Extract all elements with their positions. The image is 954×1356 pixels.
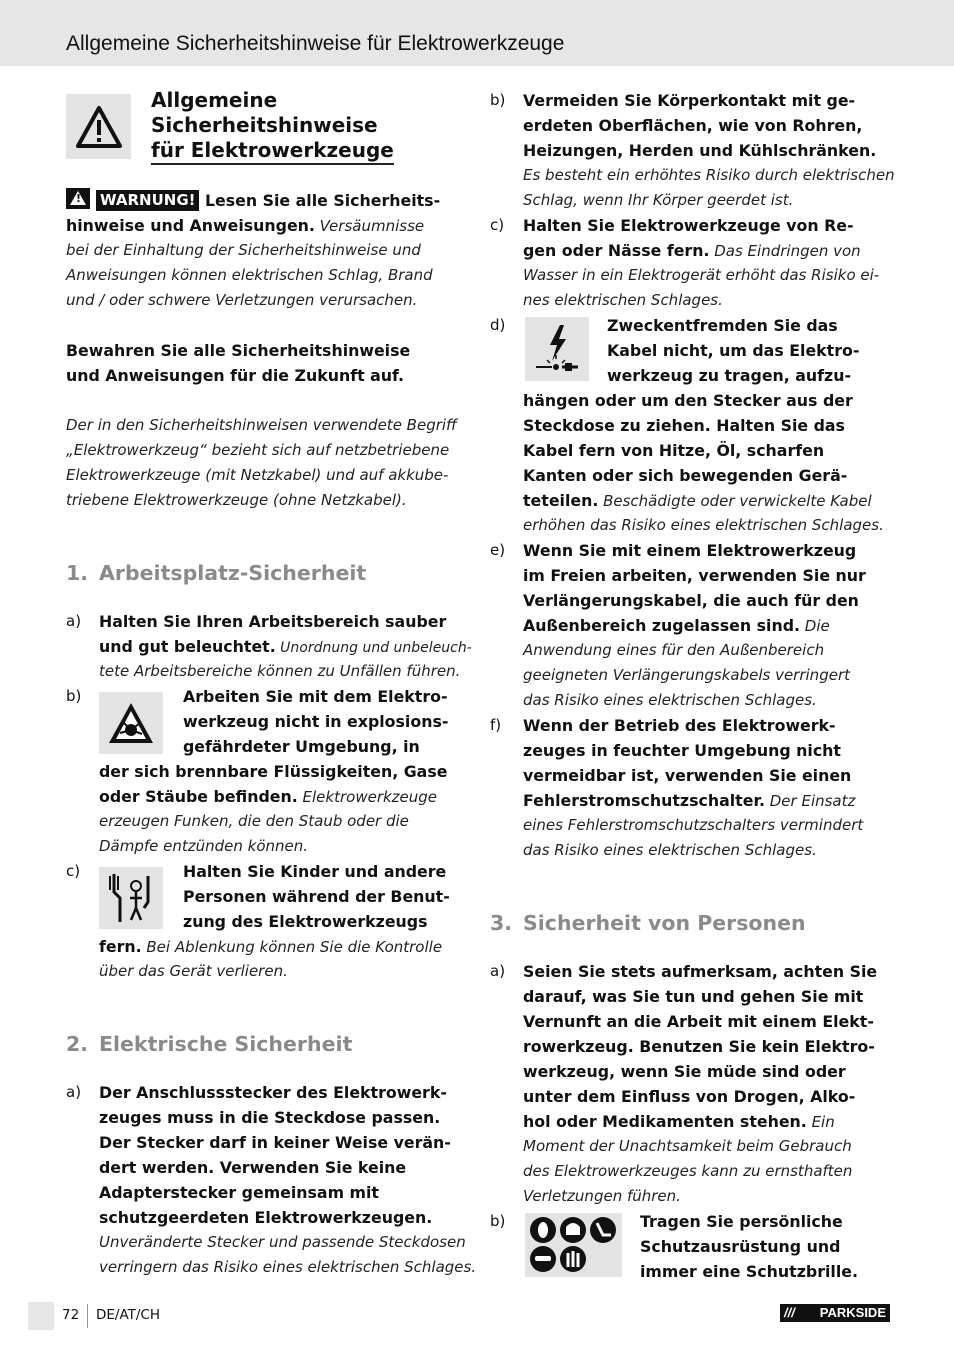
item-text: Adapterstecker gemeinsam mit bbox=[99, 1183, 379, 1202]
item-text: erdeten Oberflächen, wie von Rohren, bbox=[523, 116, 863, 135]
item-text: des Elektrowerkzeuges kann zu ernsthaften bbox=[523, 1162, 853, 1180]
term-text: Der in den Sicherheitshinweisen verwendete Begriff bbox=[66, 416, 457, 434]
item-text: tete Arbeitsbereiche können zu Unfällen führen. bbox=[99, 662, 461, 680]
item-text: Schlag, wenn Ihr Körper geerdet ist. bbox=[523, 191, 794, 209]
item-label: b) bbox=[490, 91, 506, 109]
lightning-cable-icon bbox=[525, 317, 589, 381]
list-item bbox=[66, 859, 466, 984]
item-text: Die bbox=[800, 617, 830, 635]
footer-language: DE/AT/CH bbox=[96, 1307, 161, 1323]
section-title bbox=[66, 1029, 466, 1059]
item-text: Anwendung eines für den Außenbereich bbox=[523, 641, 825, 659]
item-text: Unveränderte Stecker und passende Steckdosen bbox=[99, 1233, 466, 1251]
item-text: eines Fehlerstromschutzschalters vermindert bbox=[523, 816, 864, 834]
item-text: Der Anschlussstecker des Elektrowerk- bbox=[99, 1083, 447, 1102]
section-number: 3. bbox=[490, 911, 513, 935]
section-number: 1. bbox=[66, 561, 89, 585]
item-text: gen oder Nässe fern. bbox=[523, 241, 710, 260]
item-text: rowerkzeug. Benutzen Sie kein Elektro- bbox=[523, 1037, 875, 1056]
item-text: Es besteht ein erhöhtes Risiko durch elektrischen bbox=[523, 166, 895, 184]
list-item bbox=[490, 959, 890, 1209]
item-text: Moment der Unachtsamkeit beim Gebrauch bbox=[523, 1137, 852, 1155]
item-text: erzeugen Funken, die den Staub oder die bbox=[99, 812, 409, 830]
brand-name: PARKSIDE bbox=[819, 1305, 886, 1320]
item-text: zeuges muss in die Steckdose passen. bbox=[99, 1108, 441, 1127]
item-text: hängen oder um den Stecker aus der bbox=[523, 391, 853, 410]
child-hands-icon bbox=[99, 867, 163, 929]
term-text: Elektrowerkzeuge (mit Netzkabel) und auf akkube- bbox=[66, 466, 449, 484]
term-text: „Elektrowerkzeug“ bezieht sich auf netzbetriebene bbox=[66, 441, 450, 459]
item-text: unter dem Einfluss von Drogen, Alko- bbox=[523, 1087, 856, 1106]
brand-logo bbox=[780, 1304, 890, 1322]
item-text: Der Einsatz bbox=[764, 792, 856, 810]
brand-mark: /// bbox=[784, 1305, 795, 1320]
left-column bbox=[66, 88, 477, 1280]
item-text: zung des Elektrowerkzeugs bbox=[183, 912, 428, 931]
item-text: teteilen. bbox=[523, 491, 599, 510]
warning-text: Lesen Sie alle Sicherheits- bbox=[199, 191, 441, 210]
item-text: Vermeiden Sie Körperkontakt mit ge- bbox=[523, 91, 856, 110]
list-item bbox=[490, 88, 895, 213]
item-text: hol oder Medikamenten stehen. bbox=[523, 1112, 807, 1131]
item-text: Arbeiten Sie mit dem Elektro- bbox=[183, 687, 448, 706]
footer-marker bbox=[28, 1302, 54, 1330]
item-text: über das Gerät verlieren. bbox=[99, 962, 288, 980]
footer-divider bbox=[87, 1304, 88, 1328]
item-text: Schutzausrüstung und bbox=[640, 1237, 841, 1256]
item-text: immer eine Schutzbrille. bbox=[640, 1262, 858, 1281]
item-text: dert werden. Verwenden Sie keine bbox=[99, 1158, 407, 1177]
item-text: werkzeug, wenn Sie müde sind oder bbox=[523, 1062, 846, 1081]
page-number: 72 bbox=[62, 1307, 80, 1323]
item-label: a) bbox=[66, 1083, 82, 1101]
term-text: triebene Elektrowerkzeuge (ohne Netzkabel). bbox=[66, 491, 407, 509]
item-label: b) bbox=[490, 1212, 506, 1230]
item-label: c) bbox=[66, 862, 81, 880]
item-text: Elektrowerkzeuge bbox=[297, 788, 438, 806]
section-title-text: Elektrische Sicherheit bbox=[99, 1032, 353, 1056]
list-item bbox=[490, 313, 890, 538]
item-text: Heizungen, Herden und Kühlschränken. bbox=[523, 141, 877, 160]
item-label: e) bbox=[490, 541, 506, 559]
item-text: verringern das Risiko eines elektrischen Schlages. bbox=[99, 1258, 477, 1276]
item-text: das Risiko eines elektrischen Schlages. bbox=[523, 691, 817, 709]
item-text: Seien Sie stets aufmerksam, achten Sie bbox=[523, 962, 878, 981]
warning-triangle-icon bbox=[66, 94, 131, 159]
item-text: werkzeug nicht in explosions- bbox=[183, 712, 449, 731]
section-title bbox=[490, 908, 890, 938]
item-text: schutzgeerdeten Elektrowerkzeugen. bbox=[99, 1208, 433, 1227]
item-text: Halten Sie Ihren Arbeitsbereich sauber bbox=[99, 612, 447, 631]
item-text: oder Stäube befinden. bbox=[99, 787, 298, 806]
section-number: 2. bbox=[66, 1032, 89, 1056]
item-text: darauf, was Sie tun und gehen Sie mit bbox=[523, 987, 864, 1006]
item-text: Kabel nicht, um das Elektro- bbox=[607, 341, 860, 360]
list-item bbox=[66, 684, 466, 859]
item-text: Wenn Sie mit einem Elektrowerkzeug bbox=[523, 541, 857, 560]
item-text: Tragen Sie persönliche bbox=[640, 1212, 843, 1231]
item-text: Ein bbox=[806, 1113, 835, 1131]
warning-small-icon bbox=[66, 188, 90, 209]
item-text: im Freien arbeiten, verwenden Sie nur bbox=[523, 566, 866, 585]
item-text: Kabel fern von Hitze, Öl, scharfen bbox=[523, 441, 825, 460]
item-text: und gut beleuchtet. bbox=[99, 637, 276, 656]
right-column bbox=[490, 88, 895, 1284]
list-item bbox=[490, 213, 890, 313]
warning-paragraph bbox=[66, 188, 466, 313]
list-item bbox=[66, 609, 472, 684]
item-text: Steckdose zu ziehen. Halten Sie das bbox=[523, 416, 845, 435]
warning-text: bei der Einhaltung der Sicherheitshinweise und bbox=[66, 241, 421, 259]
section-title-text: Arbeitsplatz-Sicherheit bbox=[99, 561, 367, 585]
item-text: das Risiko eines elektrischen Schlages. bbox=[523, 841, 817, 859]
item-text: geeigneten Verlängerungskabels verringert bbox=[523, 666, 850, 684]
item-label: b) bbox=[66, 687, 82, 705]
list-item bbox=[66, 1080, 477, 1280]
item-text: Das Eindringen von bbox=[709, 242, 861, 260]
item-text: werkzeug zu tragen, aufzu- bbox=[607, 366, 852, 385]
item-text: Personen während der Benut- bbox=[183, 887, 450, 906]
item-text: Halten Sie Elektrowerkzeuge von Re- bbox=[523, 216, 854, 235]
item-text: Unordnung und unbeleuch- bbox=[275, 640, 472, 656]
explosion-icon bbox=[99, 692, 163, 754]
item-text: Außenbereich zugelassen sind. bbox=[523, 616, 801, 635]
item-text: Beschädigte oder verwickelte Kabel bbox=[598, 492, 872, 510]
main-title-line: Allgemeine bbox=[151, 88, 278, 112]
item-text: zeuges in feuchter Umgebung nicht bbox=[523, 741, 841, 760]
item-text: vermeidbar ist, verwenden Sie einen bbox=[523, 766, 852, 785]
ppe-icons bbox=[525, 1213, 622, 1277]
keep-text: Bewahren Sie alle Sicherheitshinweise bbox=[66, 341, 411, 360]
section-title bbox=[66, 558, 466, 588]
item-label: f) bbox=[490, 716, 502, 734]
item-text: Halten Sie Kinder und andere bbox=[183, 862, 447, 881]
main-title-line: für Elektrowerkzeuge bbox=[151, 138, 394, 165]
warning-text: hinweise und Anweisungen. bbox=[66, 216, 315, 235]
warning-text: und / oder schwere Verletzungen verursachen. bbox=[66, 291, 418, 309]
item-text: Wasser in ein Elektrogerät erhöht das Risiko ei- bbox=[523, 266, 880, 284]
list-item bbox=[490, 538, 890, 713]
item-text: Dämpfe entzünden können. bbox=[99, 837, 309, 855]
item-text: nes elektrischen Schlages. bbox=[523, 291, 723, 309]
main-title-block bbox=[66, 88, 466, 168]
item-label: c) bbox=[490, 216, 505, 234]
item-text: Der Stecker darf in keiner Weise verän- bbox=[99, 1133, 451, 1152]
item-text: Zweckentfremden Sie das bbox=[607, 316, 838, 335]
page-title: Allgemeine Sicherheitshinweise für Elektrowerkzeuge bbox=[66, 32, 565, 55]
list-item bbox=[490, 713, 890, 863]
item-text: Fehlerstromschutzschalter. bbox=[523, 791, 765, 810]
list-item bbox=[490, 1209, 890, 1284]
item-text: erhöhen das Risiko eines elektrischen Schlages. bbox=[523, 516, 884, 534]
item-label: a) bbox=[66, 612, 82, 630]
keep-text: und Anweisungen für die Zukunft auf. bbox=[66, 366, 405, 385]
item-text: der sich brennbare Flüssigkeiten, Gase bbox=[99, 762, 448, 781]
warning-text: Versäumnisse bbox=[314, 217, 425, 235]
item-label: d) bbox=[490, 316, 506, 334]
item-text: Verlängerungskabel, die auch für den bbox=[523, 591, 859, 610]
warning-badge: WARNUNG! bbox=[96, 190, 199, 211]
item-text: Wenn der Betrieb des Elektrowerk- bbox=[523, 716, 836, 735]
item-text: Verletzungen führen. bbox=[523, 1187, 681, 1205]
main-title-line: Sicherheitshinweise bbox=[151, 113, 378, 137]
item-label: a) bbox=[490, 962, 506, 980]
item-text: fern. bbox=[99, 937, 142, 956]
item-text: Vernunft an die Arbeit mit einem Elekt- bbox=[523, 1012, 874, 1031]
item-text: Bei Ablenkung können Sie die Kontrolle bbox=[141, 938, 443, 956]
warning-text: Anweisungen können elektrischen Schlag, Brand bbox=[66, 266, 433, 284]
section-title-text: Sicherheit von Personen bbox=[523, 911, 806, 935]
item-text: Kanten oder sich bewegenden Gerä- bbox=[523, 466, 848, 485]
item-text: gefährdeter Umgebung, in bbox=[183, 737, 420, 756]
page-header bbox=[0, 0, 954, 66]
